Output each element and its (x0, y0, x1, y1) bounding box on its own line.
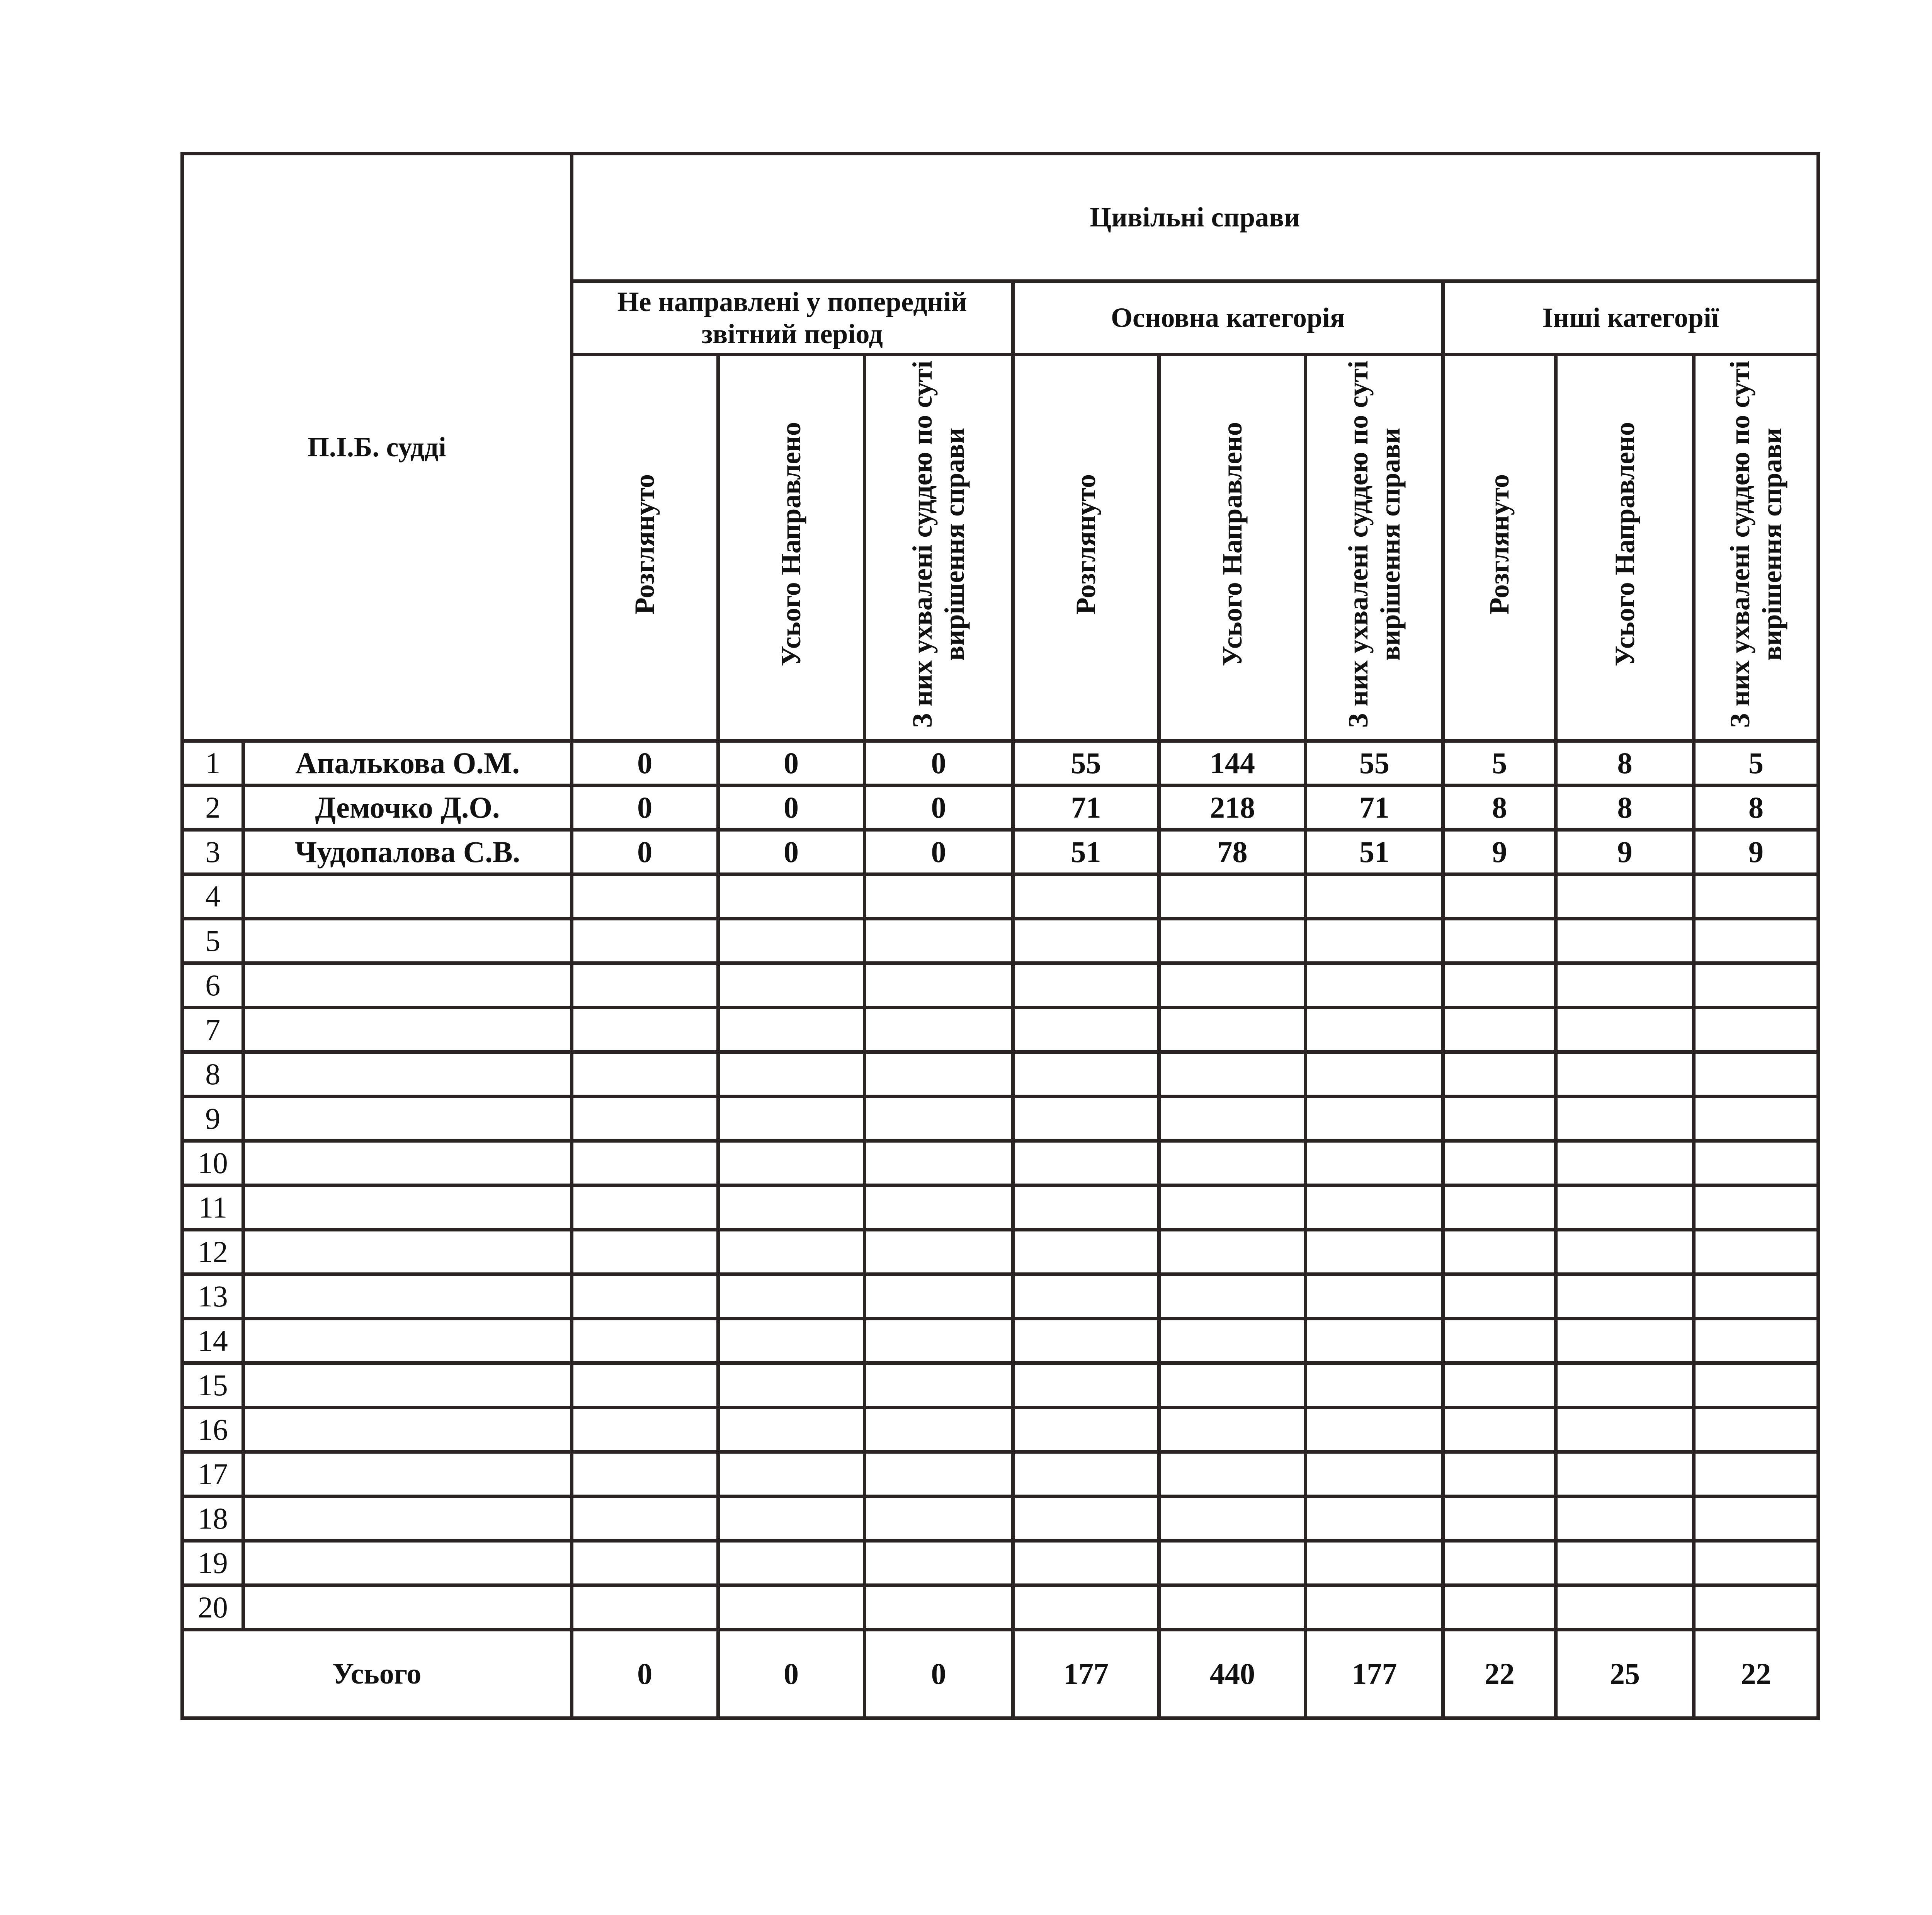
value-cell (1694, 963, 1818, 1008)
value-cell (1159, 1097, 1306, 1141)
value-cell (864, 1052, 1013, 1097)
value-cell (571, 1408, 718, 1452)
table-row (182, 1230, 1818, 1274)
row-number: 19 (182, 1541, 243, 1585)
value-cell (571, 1008, 718, 1052)
value-cell (1013, 1141, 1159, 1185)
value-cell (864, 874, 1013, 919)
value-cell (1443, 963, 1556, 1008)
table-row (182, 1585, 1818, 1630)
value-cell (718, 1497, 864, 1541)
value-cell (864, 1497, 1013, 1541)
value-cell: 8 (1443, 786, 1556, 830)
value-cell (571, 1274, 718, 1319)
total-cell: 177 (1013, 1630, 1159, 1718)
value-cell (1159, 1497, 1306, 1541)
row-number: 12 (182, 1230, 243, 1274)
value-cell (1306, 1452, 1443, 1497)
value-cell (571, 1230, 718, 1274)
value-cell (1013, 1585, 1159, 1630)
table-row (182, 830, 1818, 874)
table-row (182, 963, 1818, 1008)
value-cell (864, 963, 1013, 1008)
value-cell (1013, 1319, 1159, 1363)
value-cell (1159, 1185, 1306, 1230)
value-cell (1159, 919, 1306, 963)
value-cell (1306, 1585, 1443, 1630)
judge-name-cell (243, 1274, 571, 1319)
value-cell (1013, 1363, 1159, 1408)
value-cell (864, 1363, 1013, 1408)
value-cell (864, 1319, 1013, 1363)
table-row (182, 1408, 1818, 1452)
value-cell (1556, 1008, 1694, 1052)
value-cell: 0 (718, 830, 864, 874)
judge-name-cell (243, 919, 571, 963)
value-cell (571, 1097, 718, 1141)
value-cell (1443, 919, 1556, 963)
value-cell: 71 (1013, 786, 1159, 830)
value-cell (1556, 874, 1694, 919)
value-cell (1013, 1408, 1159, 1452)
value-cell (1306, 1008, 1443, 1052)
value-cell (718, 1363, 864, 1408)
row-number: 3 (182, 830, 243, 874)
value-cell (1306, 1141, 1443, 1185)
value-cell: 71 (1306, 786, 1443, 830)
value-cell: 55 (1306, 741, 1443, 786)
value-cell (1013, 1052, 1159, 1097)
value-cell (1694, 1452, 1818, 1497)
value-cell: 5 (1694, 741, 1818, 786)
value-cell (1443, 1363, 1556, 1408)
value-cell (1556, 1097, 1694, 1141)
judge-name-cell (243, 1008, 571, 1052)
table-body (182, 741, 1818, 1630)
value-cell (718, 919, 864, 963)
value-cell (1556, 1541, 1694, 1585)
judge-name-cell (243, 963, 571, 1008)
value-cell (1443, 1274, 1556, 1319)
value-cell (1159, 1230, 1306, 1274)
row-number: 18 (182, 1497, 243, 1541)
judge-name-cell (243, 1585, 571, 1630)
total-cell: 0 (571, 1630, 718, 1718)
value-cell (1306, 1052, 1443, 1097)
value-cell (571, 1497, 718, 1541)
value-cell (571, 1585, 718, 1630)
table-row (182, 1363, 1818, 1408)
value-cell (1443, 1097, 1556, 1141)
subgroup-header: Інші категорії (1443, 281, 1818, 355)
value-cell (1443, 1452, 1556, 1497)
value-cell (1013, 1008, 1159, 1052)
value-cell (571, 1319, 718, 1363)
total-row (182, 1630, 1818, 1718)
value-cell: 51 (1013, 830, 1159, 874)
row-number: 6 (182, 963, 243, 1008)
row-number: 13 (182, 1274, 243, 1319)
value-cell (1159, 1585, 1306, 1630)
value-cell (1694, 874, 1818, 919)
value-cell (1443, 1497, 1556, 1541)
judge-name-cell (243, 1497, 571, 1541)
value-cell (1306, 1185, 1443, 1230)
total-cell: 177 (1306, 1630, 1443, 1718)
total-label: Усього (182, 1630, 572, 1718)
value-cell (1556, 919, 1694, 963)
value-cell (864, 1452, 1013, 1497)
value-cell (1443, 1585, 1556, 1630)
value-cell: 55 (1013, 741, 1159, 786)
value-cell (1443, 1230, 1556, 1274)
value-cell (1694, 1585, 1818, 1630)
row-number: 9 (182, 1097, 243, 1141)
value-cell (1556, 1452, 1694, 1497)
value-cell (864, 1408, 1013, 1452)
row-number: 10 (182, 1141, 243, 1185)
table-header (182, 154, 1818, 741)
table-row (182, 1008, 1818, 1052)
value-cell (864, 1008, 1013, 1052)
judge-name-cell (243, 1097, 571, 1141)
value-cell: 9 (1443, 830, 1556, 874)
column-header: Розглянуто (1013, 355, 1159, 741)
value-cell (1159, 1408, 1306, 1452)
value-cell (864, 1541, 1013, 1585)
table-row (182, 919, 1818, 963)
table-row (182, 874, 1818, 919)
value-cell: 0 (864, 786, 1013, 830)
value-cell (1013, 1541, 1159, 1585)
column-header: З них ухвалені суддею по суті вирішення справи (1306, 355, 1443, 741)
value-cell (1159, 1452, 1306, 1497)
value-cell (571, 1141, 718, 1185)
judge-name-cell (243, 1185, 571, 1230)
judge-name-cell (243, 874, 571, 919)
value-cell (1159, 1319, 1306, 1363)
value-cell (571, 874, 718, 919)
value-cell (718, 1185, 864, 1230)
value-cell (1159, 874, 1306, 919)
table-row (182, 1497, 1818, 1541)
value-cell (1556, 1230, 1694, 1274)
report-sheet (180, 152, 1820, 1736)
value-cell: 8 (1556, 786, 1694, 830)
value-cell (1694, 1185, 1818, 1230)
value-cell: 8 (1694, 786, 1818, 830)
value-cell (1556, 1363, 1694, 1408)
total-cell: 440 (1159, 1630, 1306, 1718)
value-cell (1013, 919, 1159, 963)
table-row (182, 786, 1818, 830)
table-row (182, 1141, 1818, 1185)
value-cell (1306, 1408, 1443, 1452)
row-number: 15 (182, 1363, 243, 1408)
value-cell (1306, 1319, 1443, 1363)
judge-name-cell (243, 1363, 571, 1408)
value-cell (1013, 1097, 1159, 1141)
column-header: Усього Направлено (718, 355, 864, 741)
table-row (182, 741, 1818, 786)
row-number: 8 (182, 1052, 243, 1097)
row-number: 17 (182, 1452, 243, 1497)
value-cell (1694, 1274, 1818, 1319)
judge-name-cell: Чудопалова С.В. (243, 830, 571, 874)
value-cell (1694, 1319, 1818, 1363)
row-number: 1 (182, 741, 243, 786)
value-cell (1306, 1230, 1443, 1274)
value-cell (1556, 1319, 1694, 1363)
table-row (182, 1319, 1818, 1363)
value-cell (1306, 1363, 1443, 1408)
judge-name-cell (243, 1230, 571, 1274)
value-cell: 0 (718, 786, 864, 830)
value-cell (864, 1185, 1013, 1230)
value-cell (1013, 1497, 1159, 1541)
value-cell (718, 1319, 864, 1363)
value-cell (1306, 1274, 1443, 1319)
value-cell: 5 (1443, 741, 1556, 786)
judge-name-cell (243, 1541, 571, 1585)
value-cell (718, 1541, 864, 1585)
value-cell (1443, 1408, 1556, 1452)
value-cell (1159, 1141, 1306, 1185)
value-cell (1306, 963, 1443, 1008)
civil-cases-table (180, 152, 1820, 1720)
total-cell: 25 (1556, 1630, 1694, 1718)
row-number: 5 (182, 919, 243, 963)
value-cell (718, 1452, 864, 1497)
value-cell (571, 1541, 718, 1585)
row-number: 2 (182, 786, 243, 830)
total-cell: 22 (1694, 1630, 1818, 1718)
column-header: З них ухвалені суддею по суті вирішення справи (1694, 355, 1818, 741)
value-cell: 0 (718, 741, 864, 786)
value-cell (1694, 1052, 1818, 1097)
total-cell: 0 (718, 1630, 864, 1718)
value-cell (718, 1141, 864, 1185)
value-cell (1306, 1541, 1443, 1585)
value-cell (1694, 1230, 1818, 1274)
judge-name-cell: Апалькова О.М. (243, 741, 571, 786)
value-cell (1306, 874, 1443, 919)
value-cell (864, 1230, 1013, 1274)
value-cell (1159, 1363, 1306, 1408)
value-cell (571, 1052, 718, 1097)
row-number: 20 (182, 1585, 243, 1630)
column-header: Розглянуто (571, 355, 718, 741)
column-header: Усього Направлено (1159, 355, 1306, 741)
table-row (182, 1452, 1818, 1497)
judge-name-cell (243, 1319, 571, 1363)
value-cell (1159, 1274, 1306, 1319)
value-cell (571, 1363, 718, 1408)
column-header: Усього Направлено (1556, 355, 1694, 741)
table-row (182, 1052, 1818, 1097)
row-number: 16 (182, 1408, 243, 1452)
value-cell (718, 1230, 864, 1274)
column-header: З них ухвалені суддею по суті вирішення справи (864, 355, 1013, 741)
value-cell: 0 (571, 741, 718, 786)
value-cell (718, 1052, 864, 1097)
value-cell (1694, 1363, 1818, 1408)
value-cell: 144 (1159, 741, 1306, 786)
row-number: 11 (182, 1185, 243, 1230)
value-cell (1159, 963, 1306, 1008)
judge-name-cell (243, 1141, 571, 1185)
civil-cases-header: Цивільні справи (571, 154, 1818, 281)
value-cell (1694, 1408, 1818, 1452)
value-cell: 78 (1159, 830, 1306, 874)
value-cell (1443, 1008, 1556, 1052)
value-cell (1556, 1585, 1694, 1630)
value-cell: 8 (1556, 741, 1694, 786)
value-cell (718, 874, 864, 919)
value-cell (1013, 1185, 1159, 1230)
value-cell (718, 963, 864, 1008)
value-cell (1694, 1097, 1818, 1141)
value-cell (1694, 1141, 1818, 1185)
value-cell (1159, 1052, 1306, 1097)
value-cell (1556, 1274, 1694, 1319)
value-cell: 9 (1556, 830, 1694, 874)
value-cell (1694, 1497, 1818, 1541)
value-cell (571, 919, 718, 963)
table-row (182, 1274, 1818, 1319)
value-cell (718, 1097, 864, 1141)
total-cell: 0 (864, 1630, 1013, 1718)
judge-name-header: П.І.Б. судді (182, 154, 572, 741)
value-cell (1556, 963, 1694, 1008)
value-cell (718, 1408, 864, 1452)
value-cell (1443, 1052, 1556, 1097)
value-cell (864, 1585, 1013, 1630)
row-number: 7 (182, 1008, 243, 1052)
value-cell (1013, 874, 1159, 919)
value-cell (1556, 1052, 1694, 1097)
value-cell (864, 1274, 1013, 1319)
value-cell: 9 (1694, 830, 1818, 874)
table-row (182, 1541, 1818, 1585)
value-cell (1013, 1274, 1159, 1319)
value-cell (1694, 1541, 1818, 1585)
judge-name-cell (243, 1452, 571, 1497)
value-cell (1443, 1185, 1556, 1230)
value-cell (1159, 1541, 1306, 1585)
row-number: 14 (182, 1319, 243, 1363)
value-cell (718, 1274, 864, 1319)
value-cell (1443, 1541, 1556, 1585)
value-cell (1013, 1230, 1159, 1274)
value-cell (1556, 1497, 1694, 1541)
value-cell (1443, 874, 1556, 919)
value-cell (864, 1141, 1013, 1185)
value-cell (1694, 919, 1818, 963)
value-cell (1694, 1008, 1818, 1052)
value-cell (864, 919, 1013, 963)
value-cell: 0 (571, 786, 718, 830)
value-cell (718, 1008, 864, 1052)
value-cell (1556, 1408, 1694, 1452)
value-cell: 0 (571, 830, 718, 874)
value-cell (1556, 1185, 1694, 1230)
value-cell: 0 (864, 741, 1013, 786)
value-cell (1159, 1008, 1306, 1052)
subgroup-header: Основна категорія (1013, 281, 1443, 355)
row-number: 4 (182, 874, 243, 919)
table-row (182, 1185, 1818, 1230)
value-cell (1306, 919, 1443, 963)
value-cell (571, 1452, 718, 1497)
value-cell: 51 (1306, 830, 1443, 874)
total-cell: 22 (1443, 1630, 1556, 1718)
column-header: Розглянуто (1443, 355, 1556, 741)
judge-name-cell: Демочко Д.О. (243, 786, 571, 830)
value-cell (1443, 1319, 1556, 1363)
value-cell (864, 1097, 1013, 1141)
value-cell (1556, 1141, 1694, 1185)
value-cell (1443, 1141, 1556, 1185)
judge-name-cell (243, 1052, 571, 1097)
value-cell: 218 (1159, 786, 1306, 830)
value-cell: 0 (864, 830, 1013, 874)
value-cell (1306, 1097, 1443, 1141)
judge-name-cell (243, 1408, 571, 1452)
table-row (182, 1097, 1818, 1141)
value-cell (718, 1585, 864, 1630)
value-cell (571, 1185, 718, 1230)
value-cell (1306, 1497, 1443, 1541)
value-cell (1013, 963, 1159, 1008)
value-cell (571, 963, 718, 1008)
subgroup-header: Не направлені у попередній звітний період (571, 281, 1013, 355)
value-cell (1013, 1452, 1159, 1497)
